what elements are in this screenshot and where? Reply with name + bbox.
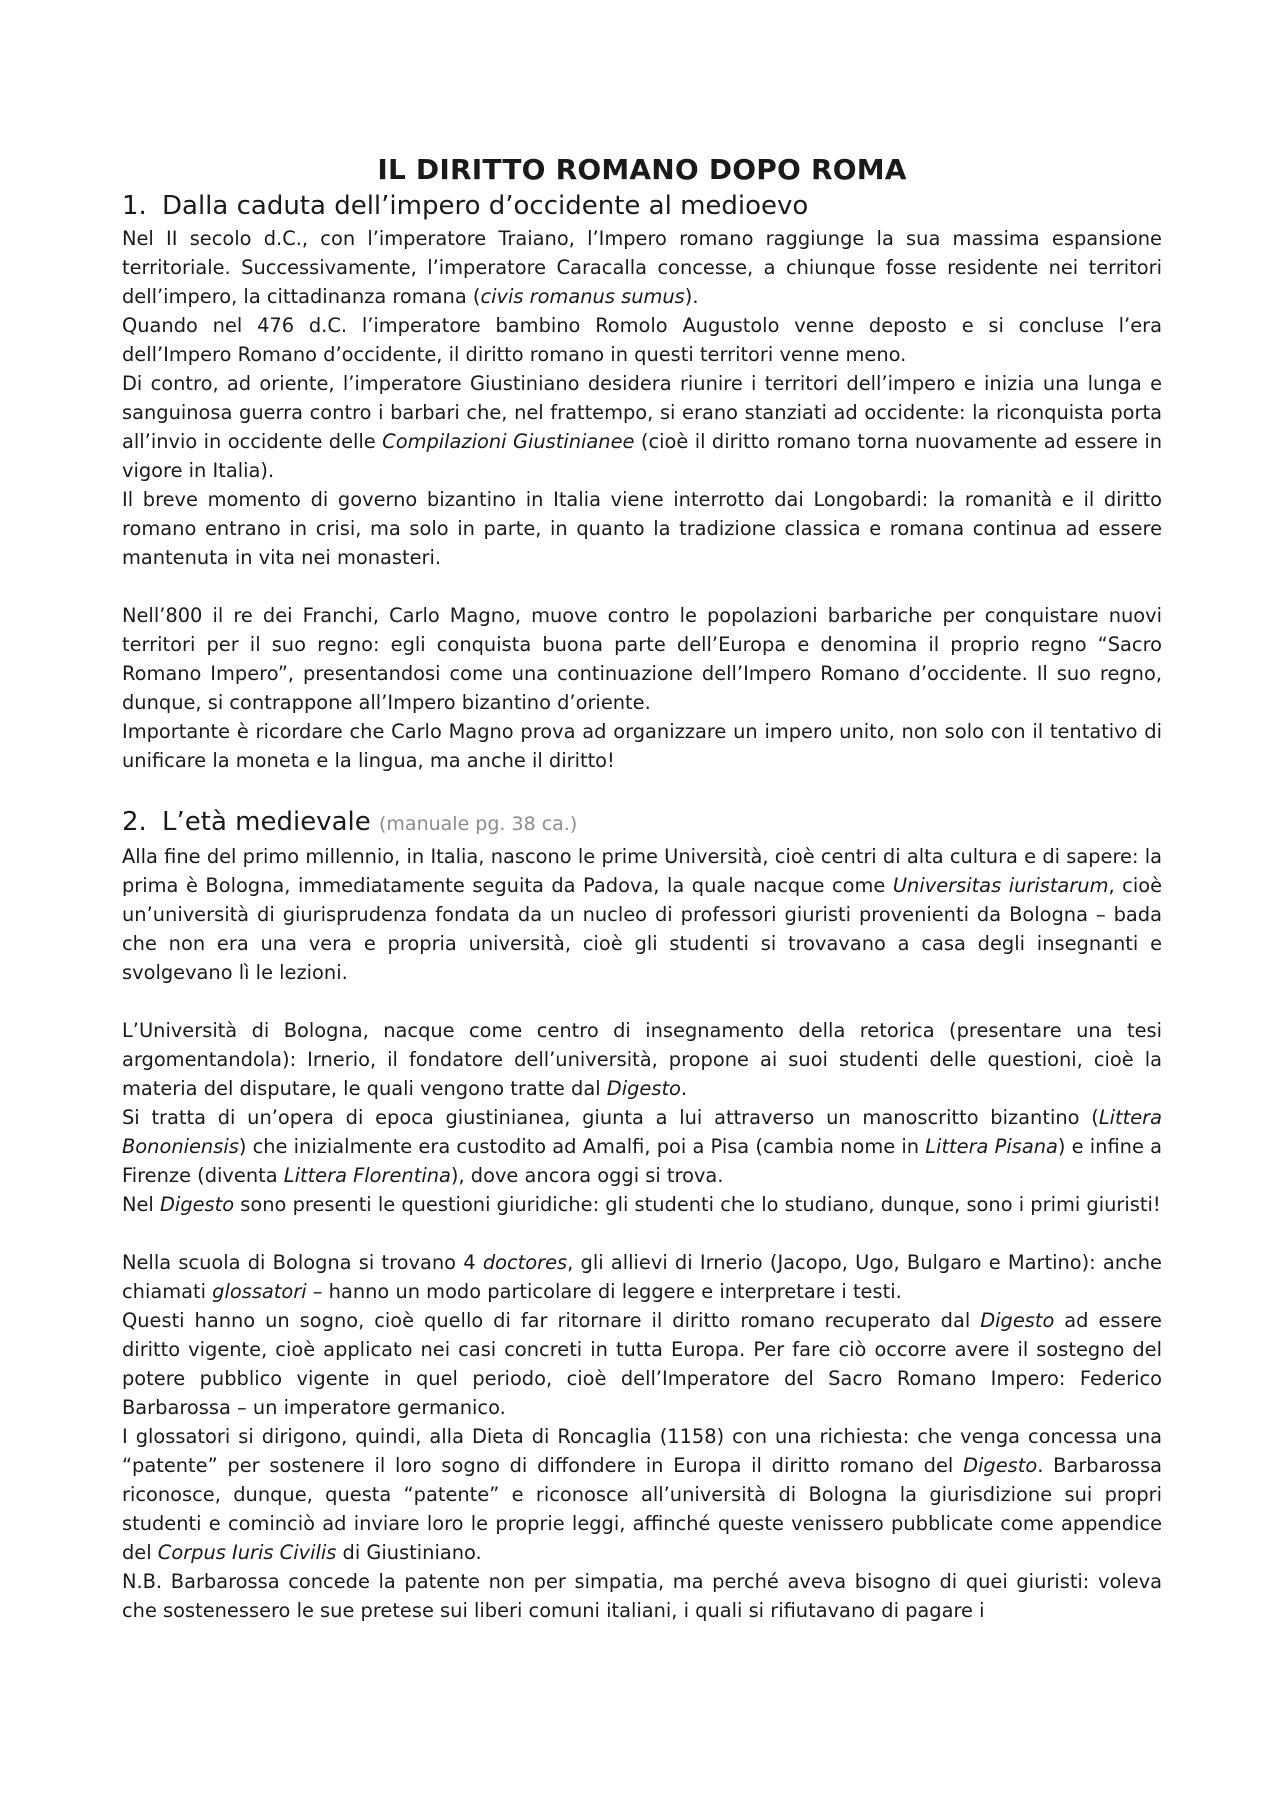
paragraph	[122, 1567, 1162, 1625]
paragraph	[122, 1016, 1162, 1103]
paragraph-spacer	[122, 987, 1162, 1016]
section-1-number: 1.	[122, 191, 147, 221]
text-run: sono presenti le questioni giuridiche: gli studenti che lo studiano, dunque, sono i primi giuristi!	[234, 1193, 1161, 1216]
paragraph	[122, 842, 1162, 987]
section-2-note: (manuale pg. 38 ca.)	[379, 813, 578, 835]
section-2-number: 2.	[122, 807, 147, 837]
document-title: IL DIRITTO ROMANO DOPO ROMA	[377, 153, 907, 186]
paragraph	[122, 224, 1162, 311]
text-run: Quando nel 476 d.C. l’imperatore bambino Romolo Augustolo venne deposto e si concluse l’era dell’Impero Romano d’occidente, il diritto romano in questi territori venne meno.	[122, 314, 1162, 366]
paragraph	[122, 1306, 1162, 1422]
text-run: ad essere diritto vigente, cioè applicato nei casi concreti in tutta Europa. Per fare ciò occorre avere il sostegno del potere pubblico vigente in quel periodo, cioè dell’Imperatore del Sacro Romano Impero: Federico Barbarossa – un imperatore germanico.	[122, 1309, 1162, 1419]
italic-term: doctores	[482, 1251, 568, 1274]
italic-term: Compilazioni Giustinianee	[382, 430, 635, 453]
paragraph	[122, 601, 1162, 717]
text-run: ) che inizialmente era custodito ad Amalfi, poi a Pisa (cambia nome in	[238, 1135, 926, 1158]
text-run: Nella scuola di Bologna si trovano 4	[122, 1251, 483, 1274]
paragraph-spacer	[122, 572, 1162, 601]
text-run: (cioè il diritto romano torna nuovamente ad essere in vigore in Italia).	[122, 430, 1163, 482]
text-run: Nel	[122, 1193, 160, 1216]
text-run: , cioè un’università di giurisprudenza fondata da un nucleo di professori giuristi provenienti da Bologna – bada che non era una vera e propria università, cioè gli studenti si trovavano a casa degli insegnanti e svolgevano lì le lezioni.	[122, 874, 1162, 984]
section-1-title: Dalla caduta dell’impero d’occidente al medioevo	[162, 191, 809, 221]
italic-term: Corpus Iuris Civilis	[157, 1541, 337, 1564]
text-run: I glossatori si dirigono, quindi, alla Dieta di Roncaglia (1158) con una richiesta: che venga concessa una “patente” per sostenere il loro sogno di diffondere in Europa il diritto romano del	[122, 1425, 1162, 1477]
section-2-title: L’età medievale	[162, 807, 371, 837]
text-run: L’Università di Bologna, nacque come centro di insegnamento della retorica (presentare una tesi argomentandola): Irnerio, il fondatore dell’università, propone ai suoi studenti delle questioni, cioè la materia del disputare, le quali vengono tratte dal	[122, 1019, 1162, 1100]
text-run: ), dove ancora oggi si trova.	[450, 1164, 724, 1187]
section-2-body	[122, 842, 1162, 1625]
text-run: di Giustiniano.	[336, 1541, 482, 1564]
document-page	[122, 150, 1162, 1625]
text-run: Alla fine del primo millennio, in Italia, nascono le prime Università, cioè centri di alta cultura e di sapere: la prima è Bologna, immediatamente seguita da Padova, la quale nacque come	[122, 845, 1162, 897]
text-run: , gli allievi di Irnerio (Jacopo, Ugo, Bulgaro e Martino): anche chiamati	[122, 1251, 1162, 1303]
section-2-heading	[122, 804, 1162, 842]
paragraph	[122, 1248, 1162, 1306]
italic-term: Littera Bononiensis	[122, 1106, 1162, 1158]
italic-term: Digesto	[980, 1309, 1055, 1332]
italic-term: Universitas iuristarum	[892, 874, 1109, 897]
italic-term: Littera Pisana	[925, 1135, 1058, 1158]
text-run: .	[680, 1077, 688, 1100]
paragraph	[122, 1103, 1162, 1190]
italic-term: Digesto	[606, 1077, 681, 1100]
italic-term: Digesto	[963, 1454, 1038, 1477]
paragraph	[122, 311, 1162, 369]
text-run: N.B. Barbarossa concede la patente non per simpatia, ma perché aveva bisogno di quei giuristi: voleva che sostenessero le sue pretese sui liberi comuni italiani, i quali si rifiutavano di pagare i	[122, 1570, 1162, 1622]
paragraph	[122, 1422, 1162, 1567]
section-spacer	[122, 775, 1162, 804]
text-run: . Barbarossa riconosce, dunque, questa “patente” e riconosce all’università di Bologna la giurisdizione sui propri studenti e cominciò ad inviare loro le proprie leggi, affinché queste venissero pubblicate come appendice del	[122, 1454, 1162, 1564]
text-run: – hanno un modo particolare di leggere e interpretare i testi.	[306, 1280, 902, 1303]
text-run: ) e infine a Firenze (diventa	[122, 1135, 1162, 1187]
text-run: Il breve momento di governo bizantino in Italia viene interrotto dai Longobardi: la romanità e il diritto romano entrano in crisi, ma solo in parte, in quanto la tradizione classica e romana continua ad essere mantenuta in vita nei monasteri.	[122, 488, 1162, 569]
paragraph	[122, 369, 1162, 485]
italic-term: Littera Florentina	[283, 1164, 451, 1187]
text-run: Di contro, ad oriente, l’imperatore Giustiniano desidera riunire i territori dell’impero e inizia una lunga e sanguinosa guerra contro i barbari che, nel frattempo, si erano stanziati ad occidente: la riconquista porta all’invio in occidente delle	[122, 372, 1162, 453]
text-run: ).	[684, 285, 699, 308]
paragraph	[122, 1190, 1162, 1219]
section-1-heading	[122, 188, 1162, 224]
italic-term: glossatori	[212, 1280, 307, 1303]
text-run: Questi hanno un sogno, cioè quello di far ritornare il diritto romano recuperato dal	[122, 1309, 981, 1332]
paragraph-spacer	[122, 1219, 1162, 1248]
text-run: Importante è ricordare che Carlo Magno prova ad organizzare un impero unito, non solo con il tentativo di unificare la moneta e la lingua, ma anche il diritto!	[122, 720, 1162, 772]
section-1-body	[122, 224, 1162, 775]
paragraph	[122, 485, 1162, 572]
italic-term: Digesto	[160, 1193, 235, 1216]
text-run: Si tratta di un’opera di epoca giustinianea, giunta a lui attraverso un manoscritto bizantino (	[122, 1106, 1099, 1129]
text-run: Nell’800 il re dei Franchi, Carlo Magno, muove contro le popolazioni barbariche per conquistare nuovi territori per il suo regno: egli conquista buona parte dell’Europa e denomina il proprio regno “Sacro Romano Impero”, presentandosi come una continuazione dell’Impero Romano d’occidente. Il suo regno, dunque, si contrappone all’Impero bizantino d’oriente.	[122, 604, 1162, 714]
text-run: Nel II secolo d.C., con l’imperatore Traiano, l’Impero romano raggiunge la sua massima espansione territoriale. Successivamente, l’imperatore Caracalla concesse, a chiunque fosse residente nei territori dell’impero, la cittadinanza romana (	[122, 227, 1162, 308]
paragraph	[122, 717, 1162, 775]
italic-term: civis romanus sumus	[480, 285, 685, 308]
